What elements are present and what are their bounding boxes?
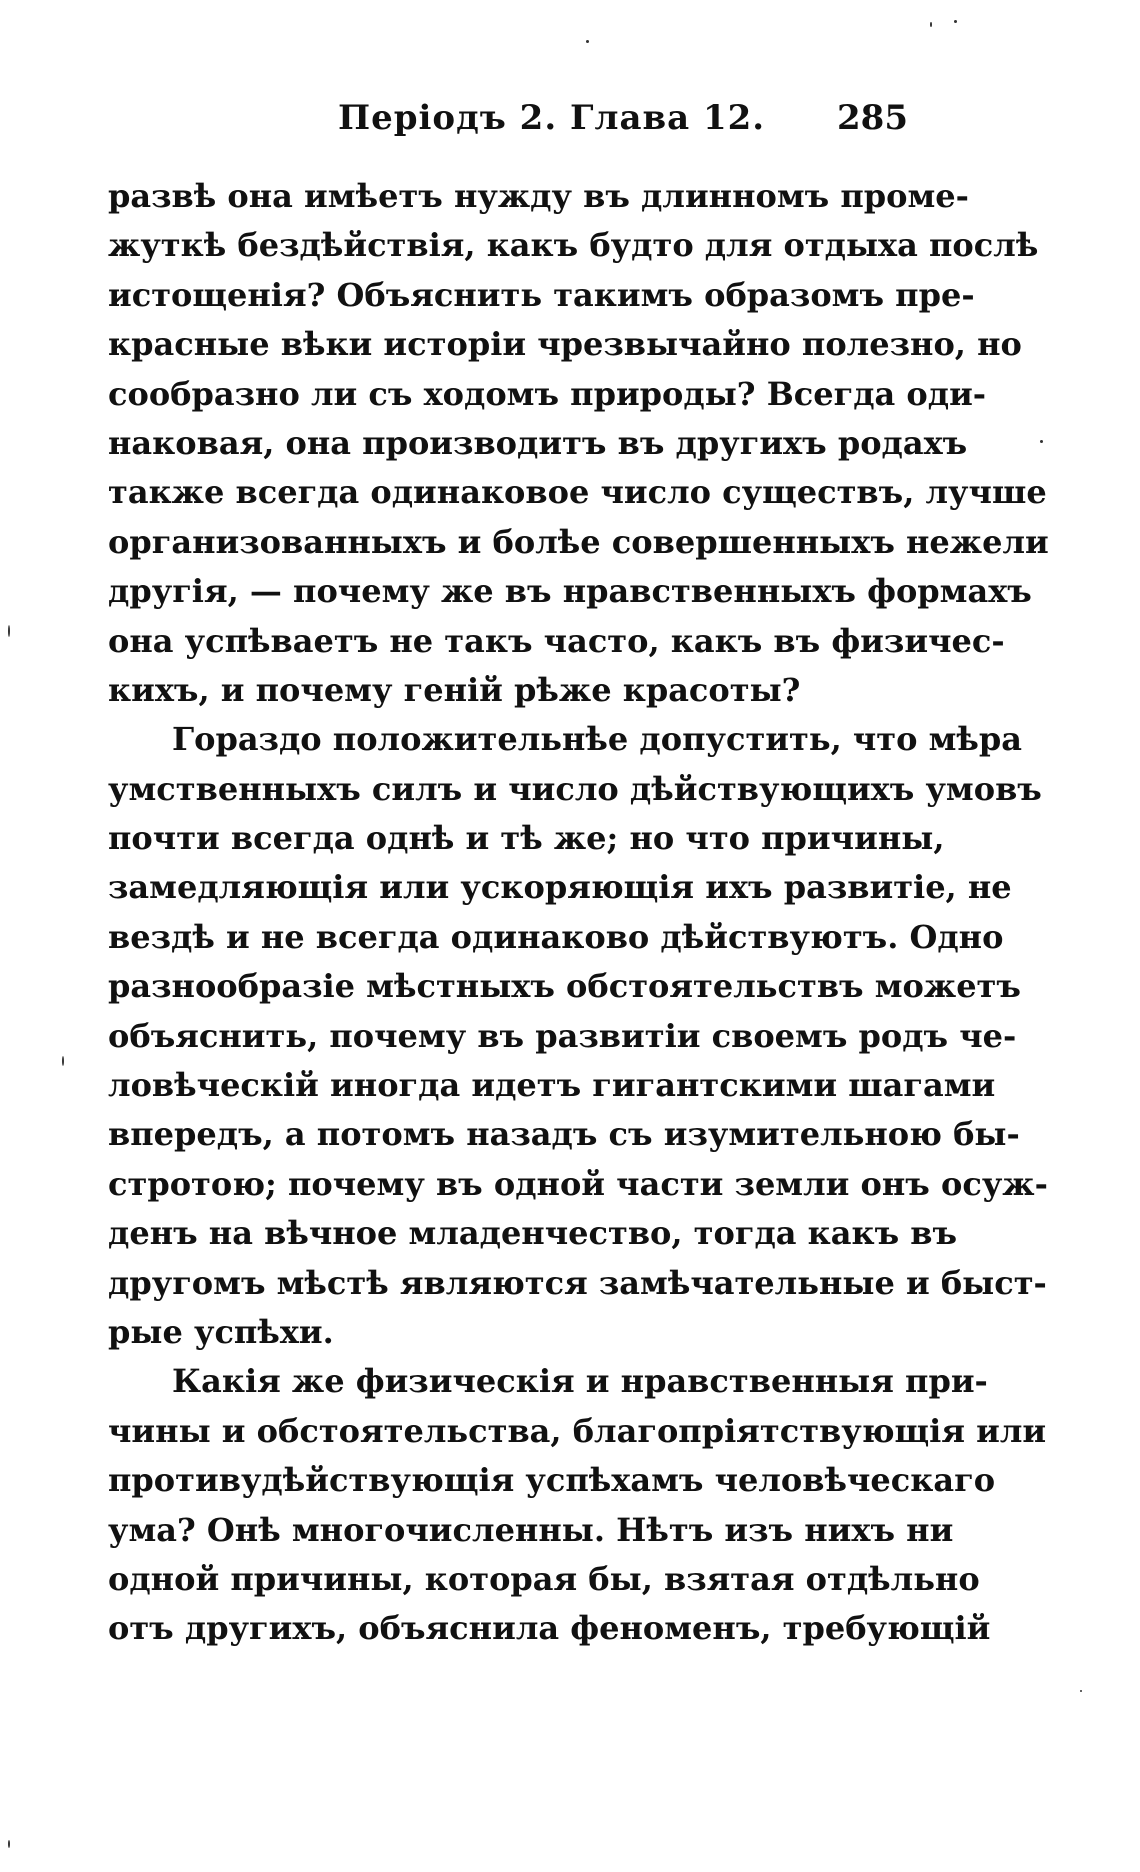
text-line: разнообразіе мѣстныхъ обстоятельствъ можетъ bbox=[108, 967, 1021, 1006]
chapter-title: Періодъ 2. Глава 12. bbox=[338, 98, 766, 138]
text-line: ловѣческій иногда идетъ гигантскими шагами bbox=[108, 1066, 996, 1105]
text-line: ума? Онѣ многочисленны. Нѣтъ изъ нихъ ни bbox=[108, 1510, 954, 1549]
text-line: чины и обстоятельства, благопріятствующія или bbox=[108, 1411, 1047, 1450]
text-line: рые успѣхи. bbox=[108, 1312, 334, 1351]
paragraph-first-line: Гораздо положительнѣе допустить, что мѣра bbox=[172, 720, 1022, 759]
text-line: стротою; почему въ одной части земли онъ осуж- bbox=[108, 1164, 1048, 1203]
text-line: организованныхъ и болѣе совершенныхъ нежели bbox=[108, 522, 1049, 561]
text-line: отъ другихъ, объяснила феноменъ, требующій bbox=[108, 1609, 991, 1648]
text-line: наковая, она производитъ въ другихъ родахъ bbox=[108, 423, 968, 462]
scan-speck bbox=[586, 40, 589, 43]
text-line: жуткѣ бездѣйствія, какъ будто для отдыха послѣ bbox=[108, 226, 1039, 265]
scan-speck bbox=[8, 625, 10, 637]
scan-speck bbox=[1040, 440, 1043, 443]
scan-speck bbox=[8, 1840, 10, 1848]
text-line: умственныхъ силъ и число дѣйствующихъ умовъ bbox=[108, 769, 1042, 808]
text-line: одной причины, которая бы, взятая отдѣльно bbox=[108, 1559, 980, 1598]
text-line: почти всегда однѣ и тѣ же; но что причины, bbox=[108, 819, 945, 858]
scan-speck bbox=[954, 20, 957, 23]
text-line: вездѣ и не всегда одинаково дѣйствуютъ. Одно bbox=[108, 917, 1004, 956]
scan-speck bbox=[930, 22, 932, 27]
running-head bbox=[108, 92, 908, 144]
text-line: кихъ, и почему геній рѣже красоты? bbox=[108, 670, 801, 709]
text-line: противудѣйствующія успѣхамъ человѣческаго bbox=[108, 1461, 996, 1500]
text-line: развѣ она имѣетъ нужду въ длинномъ проме- bbox=[108, 177, 969, 215]
text-line: объяснить, почему въ развитіи своемъ родъ че- bbox=[108, 1016, 1017, 1055]
text-line: истощенія? Объяснить такимъ образомъ пре- bbox=[108, 275, 975, 314]
text-line: сообразно ли съ ходомъ природы? Всегда оди- bbox=[108, 374, 987, 413]
text-line: другомъ мѣстѣ являются замѣчательные и быст- bbox=[108, 1263, 1047, 1302]
text-line: красные вѣки исторіи чрезвычайно полезно, но bbox=[108, 325, 1022, 364]
text-line: впередъ, а потомъ назадъ съ изумительною бы- bbox=[108, 1115, 1020, 1154]
text-line: она успѣваетъ не такъ часто, какъ въ физичес- bbox=[108, 621, 1005, 660]
body-text bbox=[108, 172, 1049, 1654]
text-line: денъ на вѣчное младенчество, тогда какъ въ bbox=[108, 1214, 958, 1253]
text-line: замедляющія или ускоряющія ихъ развитіе, не bbox=[108, 868, 1012, 907]
scan-speck bbox=[62, 1056, 64, 1066]
text-line: другія, — почему же въ нравственныхъ формахъ bbox=[108, 572, 1032, 611]
paragraph-first-line: Какія же физическія и нравственныя при- bbox=[172, 1362, 988, 1401]
page-number: 285 bbox=[837, 98, 908, 138]
text-line: также всегда одинаковое число существъ, лучше bbox=[108, 473, 1047, 512]
scan-speck bbox=[1080, 1690, 1082, 1692]
